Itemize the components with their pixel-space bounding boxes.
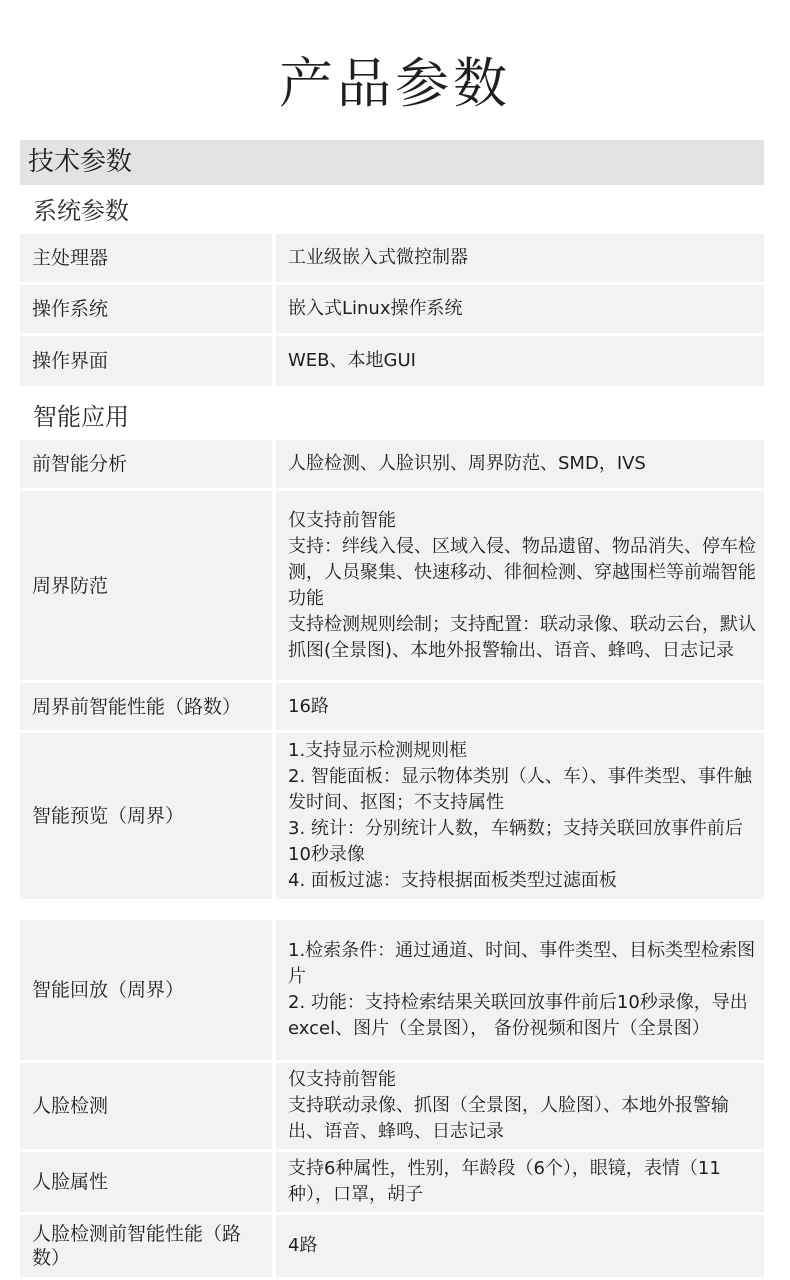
table-row	[20, 336, 764, 386]
group-heading-smart: 智能应用	[33, 403, 129, 431]
table-row	[20, 234, 764, 282]
row-value: 16路	[276, 683, 764, 730]
section-title: 技术参数	[28, 147, 133, 177]
row-label: 前智能分析	[20, 440, 272, 488]
row-value: 1.支持显示检测规则框 2. 智能面板：显示物体类别（人、车）、事件类型、事件触发时间、抠图；不支持属性 3. 统计：分别统计人数，车辆数；支持关联回放事件前后10秒录像 4. 面板过滤：支持根据面板类型过滤面板	[276, 733, 764, 899]
section-header	[20, 140, 764, 185]
table-row	[20, 920, 764, 1060]
table-row	[20, 733, 764, 899]
table-row	[20, 285, 764, 333]
row-label: 人脸检测前智能性能（路数）	[20, 1215, 272, 1277]
row-label: 操作系统	[20, 285, 272, 333]
table-row	[20, 1152, 764, 1212]
row-value: 人脸检测、人脸识别、周界防范、SMD，IVS	[276, 440, 764, 488]
table-row	[20, 440, 764, 488]
table-row	[20, 1063, 764, 1149]
row-label: 操作界面	[20, 336, 272, 386]
row-value: 嵌入式Linux操作系统	[276, 285, 764, 333]
table-row	[20, 1215, 764, 1277]
row-value: 仅支持前智能 支持：绊线入侵、区域入侵、物品遗留、物品消失、停车检测，人员聚集、快速移动、徘徊检测、穿越围栏等前端智能功能 支持检测规则绘制；支持配置：联动录像、联动云台，默认抓图(全景图)、本地外报警输出、语音、蜂鸣、日志记录	[276, 491, 764, 680]
row-value: 仅支持前智能 支持联动录像、抓图（全景图，人脸图）、本地外报警输出、语音、蜂鸣、日志记录	[276, 1063, 764, 1149]
row-value: WEB、本地GUI	[276, 336, 764, 386]
row-value: 支持6种属性，性别，年龄段（6个），眼镜，表情（11种），口罩，胡子	[276, 1152, 764, 1212]
table-row	[20, 683, 764, 730]
row-value: 1.检索条件：通过通道、时间、事件类型、目标类型检索图片 2. 功能：支持检索结果关联回放事件前后10秒录像，导出excel、图片（全景图）， 备份视频和图片（全景图）	[276, 920, 764, 1060]
page-title: 产品参数	[279, 52, 511, 115]
row-label: 智能回放（周界）	[20, 920, 272, 1060]
row-label: 周界前智能性能（路数）	[20, 683, 272, 730]
row-label: 周界防范	[20, 491, 272, 680]
row-label: 人脸检测	[20, 1063, 272, 1149]
group-heading-system: 系统参数	[33, 197, 129, 225]
row-value: 4路	[276, 1215, 764, 1277]
row-label: 人脸属性	[20, 1152, 272, 1212]
row-label: 主处理器	[20, 234, 272, 282]
row-label: 智能预览（周界）	[20, 733, 272, 899]
table-row	[20, 491, 764, 680]
row-value: 工业级嵌入式微控制器	[276, 234, 764, 282]
